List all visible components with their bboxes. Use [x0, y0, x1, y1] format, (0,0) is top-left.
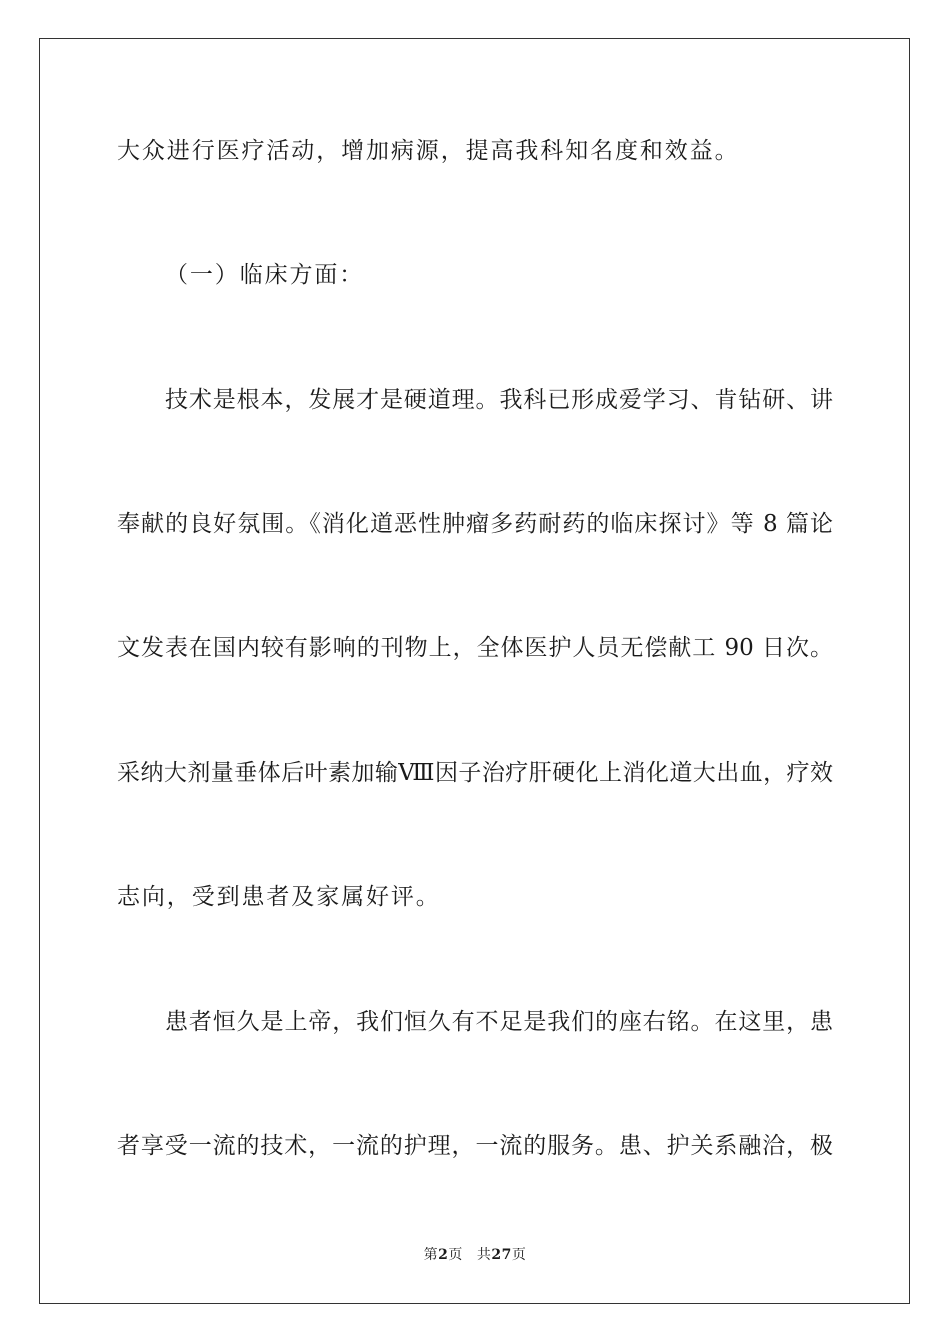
text-line: 患者恒久是上帝，我们恒久有不足是我们的座右铭。在这里，患 — [165, 1009, 833, 1035]
page-footer — [0, 1246, 950, 1264]
section-heading: （一）临床方面： — [165, 262, 365, 288]
text-line: 者享受一流的技术，一流的护理，一流的服务。患、护关系融洽，极 — [117, 1133, 833, 1159]
total-pages: 27 — [491, 1247, 512, 1263]
text-line: 文发表在国内较有影响的刊物上，全体医护人员无偿献工 90 日次。 — [117, 635, 833, 661]
text-line: 奉献的良好氛围。《消化道恶性肿瘤多药耐药的临床探讨》等 8 篇论 — [117, 511, 833, 537]
text-line: 志向，受到患者及家属好评。 — [117, 884, 441, 910]
total-suffix: 页 — [511, 1247, 527, 1263]
page-number: 2 — [438, 1247, 449, 1263]
page-suffix: 页 — [448, 1247, 463, 1263]
page-border — [39, 38, 910, 1304]
text-line: 大众进行医疗活动，增加病源，提高我科知名度和效益。 — [117, 138, 740, 164]
page-prefix: 第 — [423, 1247, 439, 1263]
total-prefix: 共 — [476, 1247, 492, 1263]
text-line: 采纳大剂量垂体后叶素加输Ⅷ因子治疗肝硬化上消化道大出血，疗效 — [117, 760, 833, 786]
text-line: 技术是根本，发展才是硬道理。我科已形成爱学习、肯钻研、讲 — [165, 387, 833, 413]
